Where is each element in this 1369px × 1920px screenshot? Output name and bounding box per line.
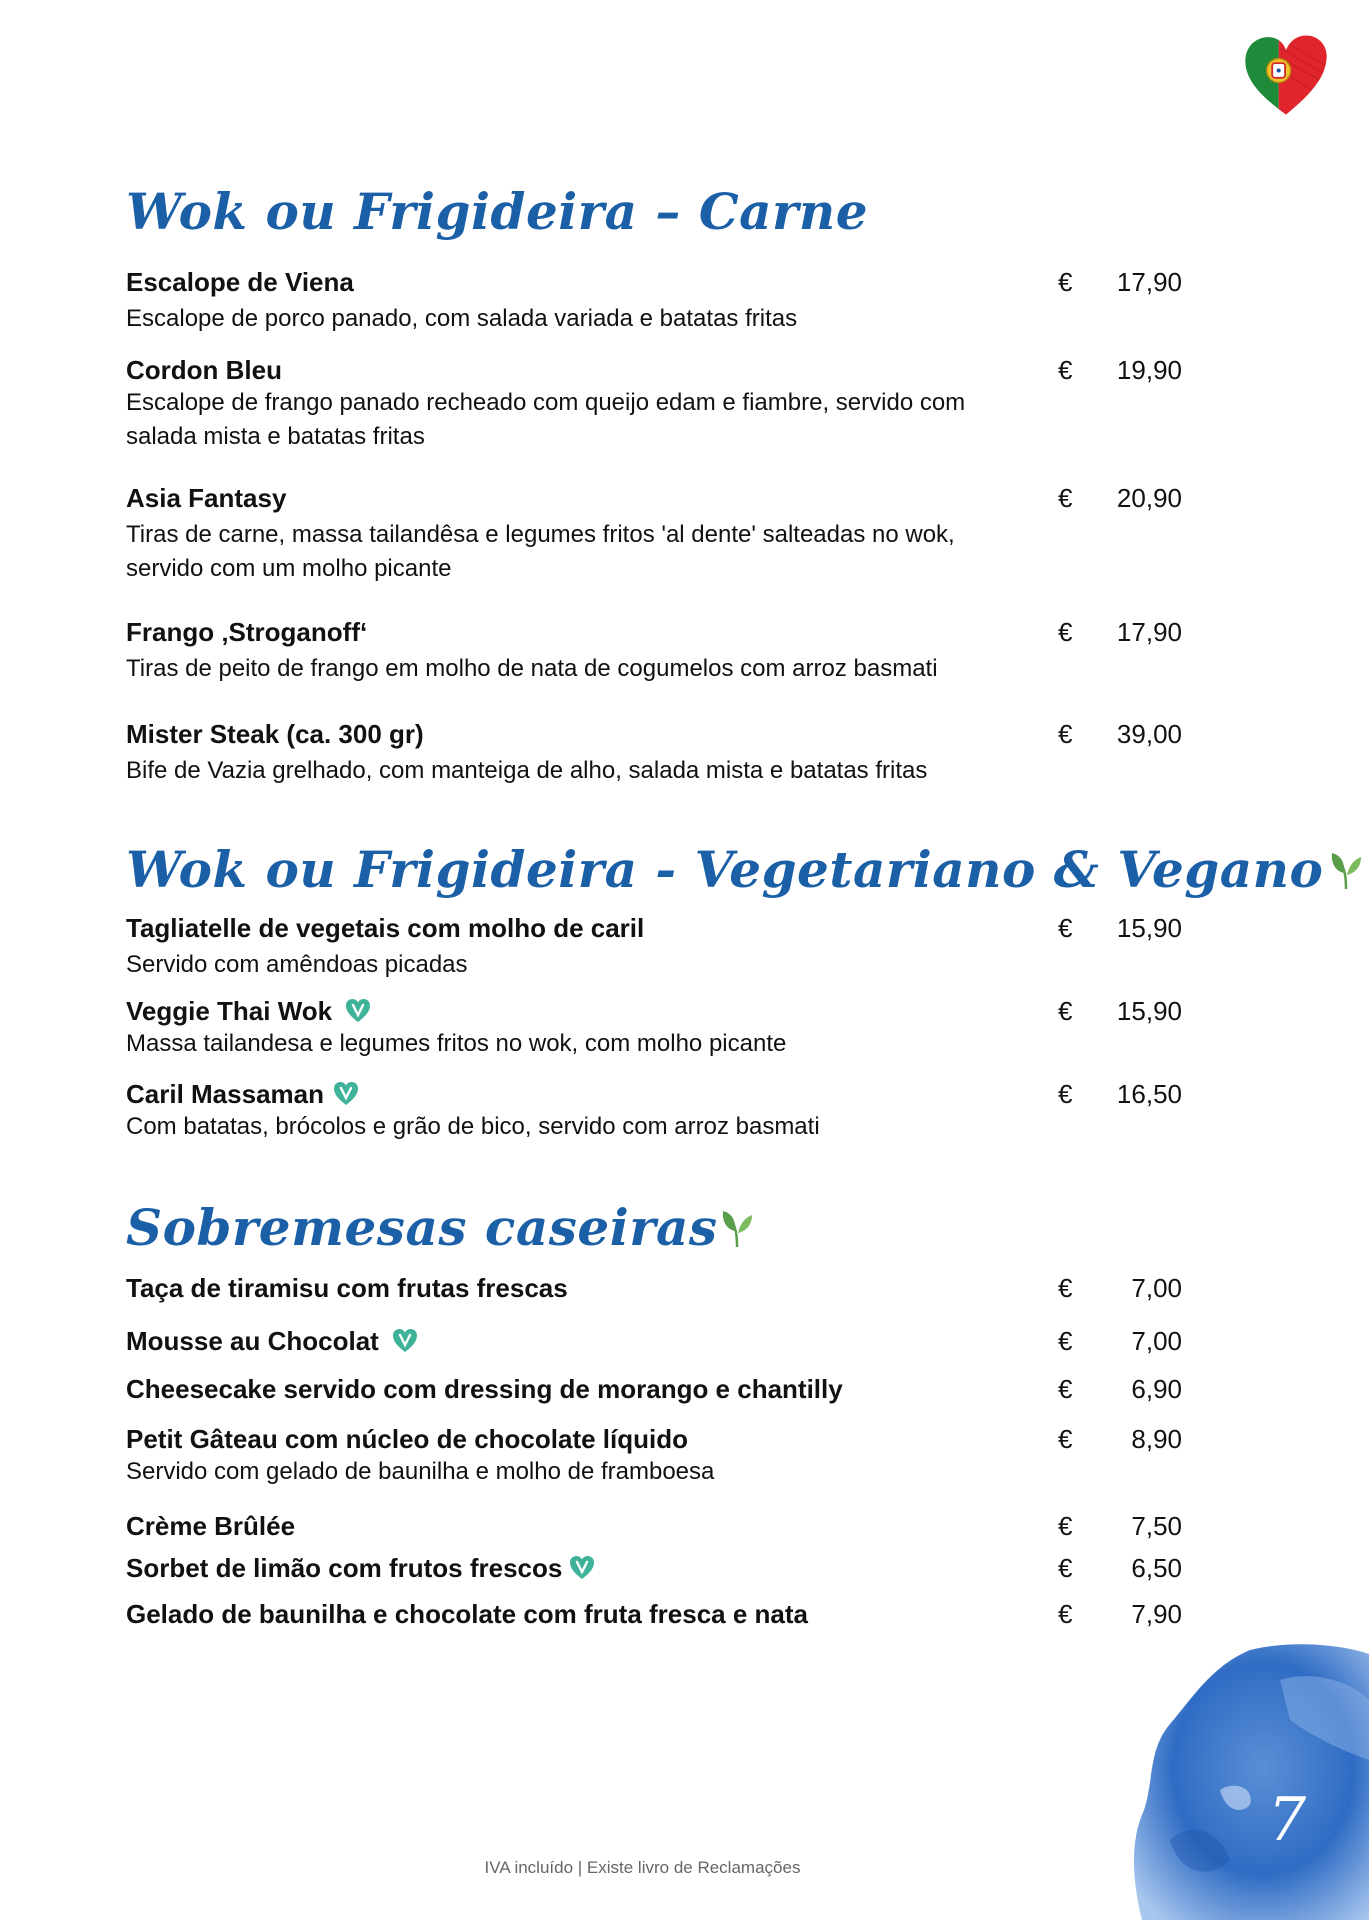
currency-symbol: €: [1058, 1326, 1073, 1356]
currency-symbol: €: [1058, 719, 1073, 749]
leaf-sprout-icon: [720, 1207, 754, 1249]
currency-symbol: €: [1058, 1553, 1073, 1583]
item-price: 7,50: [1131, 1511, 1182, 1541]
item-price: 19,90: [1116, 355, 1182, 385]
page-number: 7: [1268, 1785, 1307, 1855]
menu-item: [126, 1598, 1186, 1630]
item-price: 16,50: [1116, 1079, 1182, 1109]
currency-symbol: €: [1058, 1273, 1073, 1303]
menu-item: [126, 912, 1186, 982]
currency-symbol: €: [1058, 483, 1073, 513]
item-description: Servido com amêndoas picadas: [126, 951, 468, 978]
currency-symbol: €: [1058, 1079, 1073, 1109]
vegan-heart-icon: [391, 1327, 419, 1355]
currency-symbol: €: [1058, 617, 1073, 647]
item-name: Taça de tiramisu com frutas frescas: [126, 1273, 568, 1303]
item-name: Mister Steak (ca. 300 gr): [126, 719, 424, 749]
item-price: 15,90: [1116, 913, 1182, 943]
menu-item: [126, 1325, 1186, 1357]
item-name-row: [126, 1078, 360, 1110]
item-price: 7,90: [1131, 1599, 1182, 1629]
item-name: Tagliatelle de vegetais com molho de caril: [126, 913, 645, 943]
item-price: 8,90: [1131, 1424, 1182, 1454]
menu-item: [126, 995, 1186, 1061]
item-description: Escalope de frango panado recheado com queijo edam e fiambre, servido com salada mista e batatas fritas: [126, 389, 966, 450]
section-title-text: Wok ou Frigideira - Vegetariano & Vegano: [126, 840, 1324, 899]
item-description: Escalope de porco panado, com salada variada e batatas fritas: [126, 305, 798, 332]
item-name: Cordon Bleu: [126, 355, 282, 385]
item-name: Petit Gâteau com núcleo de chocolate líquido: [126, 1424, 688, 1454]
item-price: 17,90: [1116, 267, 1182, 297]
currency-symbol: €: [1058, 996, 1073, 1026]
item-description: Com batatas, brócolos e grão de bico, servido com arroz basmati: [126, 1113, 820, 1140]
menu-item: [126, 266, 1186, 336]
item-name: Gelado de baunilha e chocolate com fruta fresca e nata: [126, 1599, 808, 1629]
menu-item: [126, 1078, 1186, 1144]
item-price: 17,90: [1116, 617, 1182, 647]
item-price: 39,00: [1116, 719, 1182, 749]
currency-symbol: €: [1058, 267, 1073, 297]
menu-item: [126, 1510, 1186, 1542]
currency-symbol: €: [1058, 1599, 1073, 1629]
currency-symbol: €: [1058, 1374, 1073, 1404]
menu-item: [126, 1552, 1186, 1584]
item-name: Cheesecake servido com dressing de morango e chantilly: [126, 1374, 843, 1404]
item-price: 6,50: [1131, 1553, 1182, 1583]
item-name-row: [126, 995, 372, 1027]
menu-item: [126, 1272, 1186, 1304]
section-title-text: Sobremesas caseiras: [126, 1198, 718, 1257]
leaf-sprout-icon: [1329, 849, 1363, 891]
item-price: 7,00: [1131, 1273, 1182, 1303]
item-name: Veggie Thai Wok: [126, 996, 333, 1026]
portugal-heart-icon: [1240, 30, 1332, 122]
section-title-vegetariano: [126, 840, 1363, 899]
item-description: Tiras de peito de frango em molho de nata de cogumelos com arroz basmati: [126, 655, 938, 682]
item-name: Asia Fantasy: [126, 483, 287, 513]
item-description: Massa tailandesa e legumes fritos no wok, com molho picante: [126, 1030, 787, 1057]
item-name: Frango ‚Stroganoff‘: [126, 617, 368, 647]
item-name: Crème Brûlée: [126, 1511, 296, 1541]
item-name: Sorbet de limão com frutos frescos: [126, 1553, 563, 1583]
item-price: 6,90: [1131, 1374, 1182, 1404]
footer-note: IVA incluído | Existe livro de Reclamações: [484, 1858, 801, 1877]
currency-symbol: €: [1058, 913, 1073, 943]
item-name: Mousse au Chocolat: [126, 1326, 379, 1356]
item-price: 7,00: [1131, 1326, 1182, 1356]
menu-item: [126, 1373, 1186, 1405]
watercolor-splash-decoration: [1130, 1640, 1369, 1920]
vegan-heart-icon: [332, 1080, 360, 1108]
item-name: Caril Massaman: [126, 1079, 324, 1109]
currency-symbol: €: [1058, 1424, 1073, 1454]
item-description: Tiras de carne, massa tailandêsa e legumes fritos 'al dente' salteadas no wok, servido com um molho picante: [126, 521, 955, 582]
menu-item: [126, 354, 1186, 454]
item-name-row: [126, 1552, 596, 1584]
item-name: Escalope de Viena: [126, 267, 354, 297]
item-price: 20,90: [1116, 483, 1182, 513]
vegan-heart-icon: [568, 1554, 596, 1582]
vegan-heart-icon: [344, 997, 372, 1025]
menu-item: [126, 482, 1186, 586]
menu-item: [126, 616, 1186, 686]
menu-item: [126, 1423, 1186, 1489]
section-title-carne: Wok ou Frigideira – Carne: [126, 182, 869, 241]
item-description: Bife de Vazia grelhado, com manteiga de alho, salada mista e batatas fritas: [126, 757, 928, 784]
currency-symbol: €: [1058, 1511, 1073, 1541]
item-price: 15,90: [1116, 996, 1182, 1026]
menu-item: [126, 718, 1186, 788]
section-title-sobremesas: [126, 1198, 754, 1257]
item-description: Servido com gelado de baunilha e molho de framboesa: [126, 1458, 715, 1485]
item-name-row: [126, 1325, 419, 1357]
currency-symbol: €: [1058, 355, 1073, 385]
